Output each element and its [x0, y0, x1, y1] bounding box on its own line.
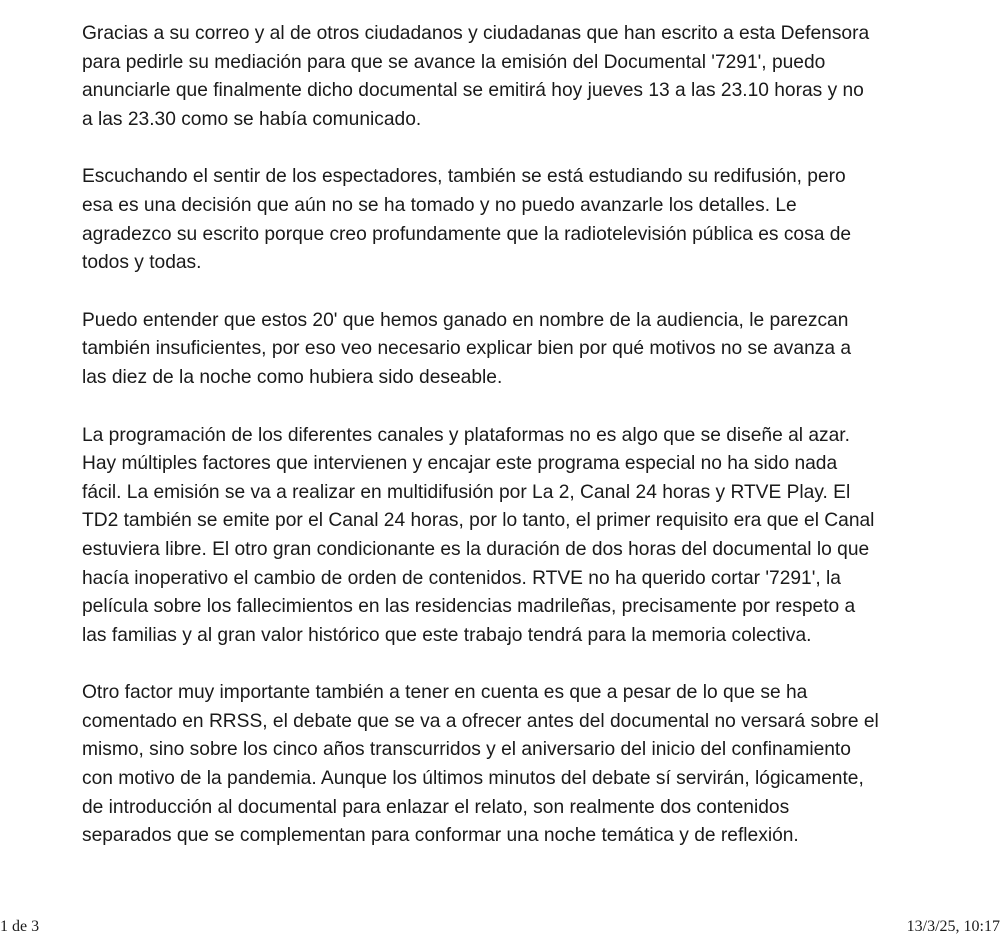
text-line: las diez de la noche como hubiera sido deseable. [82, 366, 503, 388]
text-line: mismo, sino sobre los cinco años transcurridos y el aniversario del inicio del confinamiento [82, 739, 851, 761]
text-line: de introducción al documental para enlazar el relato, son realmente dos contenidos [82, 796, 790, 818]
text-line: separados que se complementan para conformar una noche temática y de reflexión. [82, 825, 799, 847]
text-line: Hay múltiples factores que intervienen y encajar este programa especial no ha sido nada [82, 453, 838, 475]
text-line: Puedo entender que estos 20' que hemos ganado en nombre de la audiencia, le parezcan [82, 309, 849, 331]
text-line: las familias y al gran valor histórico que este trabajo tendrá para la memoria colectiva. [82, 624, 812, 646]
text-line: Escuchando el sentir de los espectadores, también se está estudiando su redifusión, pero [82, 166, 846, 188]
paragraph-3 [82, 307, 932, 393]
text-line: esa es una decisión que aún no se ha tomado y no puedo avanzarle los detalles. Le [82, 194, 797, 216]
text-line: película sobre los fallecimientos en las residencias madrileñas, precisamente por respeto a [82, 596, 856, 618]
text-line: Otro factor muy importante también a tener en cuenta es que a pesar de lo que se ha [82, 682, 808, 704]
text-line: hacía inoperativo el cambio de orden de contenidos. RTVE no ha querido cortar '7291', la [82, 567, 841, 589]
paragraph-1 [82, 20, 932, 134]
text-line: todos y todas. [82, 252, 202, 274]
text-line: para pedirle su mediación para que se avance la emisión del Documental '7291', puedo [82, 51, 826, 73]
text-line: La programación de los diferentes canales y plataformas no es algo que se diseñe al azar. [82, 424, 850, 446]
text-line: también insuficientes, por eso veo necesario explicar bien por qué motivos no se avanza a [82, 338, 852, 360]
text-line: comentado en RRSS, el debate que se va a ofrecer antes del documental no versará sobre el [82, 710, 879, 732]
text-line: con motivo de la pandemia. Aunque los últimos minutos del debate sí servirán, lógicamente, [82, 768, 864, 790]
text-line: fácil. La emisión se va a realizar en multidifusión por La 2, Canal 24 horas y RTVE Play. El [82, 481, 851, 503]
paragraph-2 [82, 163, 932, 277]
text-line: Gracias a su correo y al de otros ciudadanos y ciudadanas que han escrito a esta Defensora [82, 23, 870, 44]
text-line: TD2 también se emite por el Canal 24 horas, por lo tanto, el primer requisito era que el Canal [82, 510, 875, 532]
page-indicator: 1 de 3 [0, 918, 40, 935]
text-line: agradezco su escrito porque creo profundamente que la radiotelevisión pública es cosa de [82, 223, 852, 245]
document-body [82, 20, 932, 880]
text-line: estuviera libre. El otro gran condicionante es la duración de dos horas del documental lo que [82, 538, 870, 560]
paragraph-5 [82, 679, 932, 851]
text-line: anunciarle que finalmente dicho documental se emitirá hoy jueves 13 a las 23.10 horas y no [82, 80, 864, 102]
text-line: a las 23.30 como se había comunicado. [82, 108, 422, 130]
paragraph-4 [82, 422, 932, 651]
print-datetime: 13/3/25, 10:17 [906, 918, 1000, 935]
